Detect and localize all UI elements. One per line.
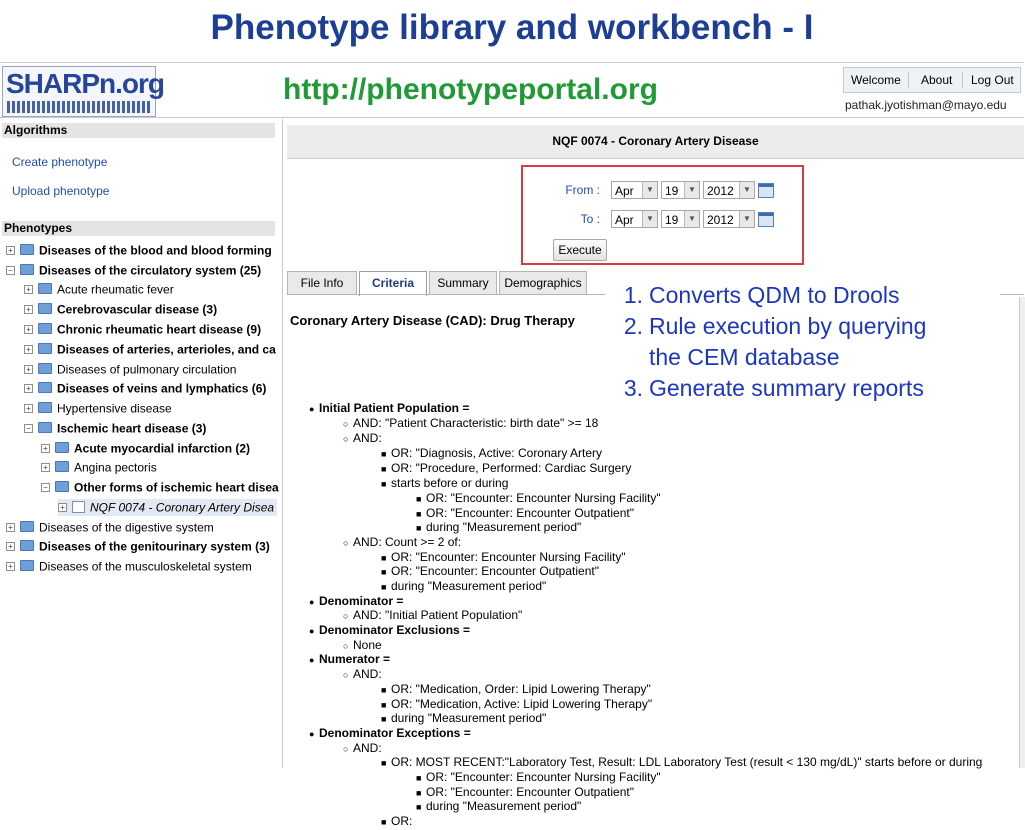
tree-item-pulmonary[interactable] [24, 361, 236, 378]
tab-criteria[interactable]: Criteria [359, 271, 427, 296]
calendar-icon[interactable] [758, 183, 774, 198]
criteria-line: ■ OR: "Encounter: Encounter Nursing Facility" [416, 770, 661, 784]
tree-label: Other forms of ischemic heart disea [74, 480, 279, 495]
logo-graphic [7, 101, 151, 113]
criteria-line: ○ AND: [343, 667, 382, 681]
callout-item: the CEM database [649, 344, 840, 370]
folder-open-icon [20, 264, 34, 275]
tab-file-info[interactable]: File Info [287, 271, 357, 294]
document-icon [72, 501, 85, 513]
tree-item-acute-mi[interactable] [41, 440, 250, 457]
expand-icon[interactable]: + [24, 325, 33, 334]
tree-label: Acute myocardial infarction (2) [74, 441, 251, 456]
folder-icon [38, 283, 52, 294]
date-range-panel [521, 165, 804, 265]
criteria-line: ● Initial Patient Population = [309, 401, 470, 415]
to-year-select[interactable] [703, 210, 755, 228]
nav-divider [908, 72, 909, 88]
tree-item-angina[interactable] [41, 459, 157, 476]
criteria-title: Coronary Artery Disease (CAD): Drug Therapy [290, 313, 575, 328]
tab-summary[interactable]: Summary [429, 271, 497, 294]
callout-item: 1. Converts QDM to Drools [623, 282, 900, 308]
tree-label: Diseases of arteries, arterioles, and ca [57, 342, 276, 357]
criteria-line: ■ OR: MOST RECENT:"Laboratory Test, Result: LDL Laboratory Test (result < 130 mg/dL)" starts before or during [381, 755, 983, 769]
to-day-select[interactable] [661, 210, 700, 228]
collapse-icon[interactable]: − [24, 424, 33, 433]
from-year-select[interactable] [703, 181, 755, 199]
tree-label: Ischemic heart disease (3) [57, 421, 207, 436]
scrollbar[interactable] [1019, 297, 1025, 768]
tree-label: Diseases of veins and lymphatics (6) [57, 381, 267, 396]
folder-icon [55, 442, 69, 453]
collapse-icon[interactable]: − [41, 483, 50, 492]
tree-item-blood[interactable] [6, 242, 272, 259]
app-window [0, 62, 1024, 828]
criteria-line: ■ OR: "Procedure, Performed: Cardiac Surgery [381, 461, 632, 475]
tree-item-chronic-rheumatic[interactable] [24, 321, 261, 338]
folder-icon [38, 343, 52, 354]
select-value: Apr [615, 184, 634, 198]
user-nav [843, 67, 1021, 93]
folder-icon [38, 402, 52, 413]
feature-callout [605, 280, 1000, 406]
sharpn-logo[interactable] [2, 66, 164, 117]
select-value: 2012 [707, 184, 734, 198]
user-email: pathak.jyotishman@mayo.edu [845, 98, 1007, 112]
select-value: 19 [665, 184, 679, 198]
folder-icon [55, 461, 69, 472]
chevron-down-icon: ▼ [642, 211, 657, 227]
tree-item-cerebrovascular[interactable] [24, 301, 217, 318]
folder-icon [38, 303, 52, 314]
expand-icon[interactable]: + [6, 542, 15, 551]
expand-icon[interactable]: + [24, 365, 33, 374]
criteria-line: ■ OR: "Encounter: Encounter Outpatient" [416, 785, 634, 799]
expand-icon[interactable]: + [24, 285, 33, 294]
criteria-line: ■ OR: "Medication, Active: Lipid Lowering Therapy" [381, 697, 653, 711]
tree-item-arteries[interactable] [24, 341, 276, 358]
criteria-line: ○ AND: [343, 431, 382, 445]
select-value: 2012 [707, 213, 734, 227]
to-month-select[interactable] [611, 210, 658, 228]
tab-demographics[interactable]: Demographics [499, 271, 587, 294]
about-link[interactable]: About [921, 73, 953, 87]
chevron-down-icon: ▼ [739, 211, 754, 227]
logo-text: SHARPn.org [6, 68, 164, 99]
criteria-line: ○ AND: "Initial Patient Population" [343, 608, 523, 622]
criteria-line: ● Denominator Exceptions = [309, 726, 471, 740]
tree-label: Diseases of pulmonary circulation [57, 362, 237, 377]
expand-icon[interactable]: + [24, 345, 33, 354]
criteria-line: ○ AND: "Patient Characteristic: birth date" >= 18 [343, 416, 599, 430]
welcome-link[interactable]: Welcome [851, 73, 901, 87]
tree-label: Diseases of the genitourinary system (3) [39, 539, 270, 554]
folder-open-icon [38, 422, 52, 433]
criteria-line: ■ during "Measurement period" [381, 579, 547, 593]
tree-item-other-ischemic[interactable] [41, 479, 279, 496]
execute-button[interactable]: Execute [553, 239, 607, 261]
select-value: Apr [615, 213, 634, 227]
main-content [287, 119, 1024, 828]
folder-icon [20, 244, 34, 255]
tree-item-acute-rheumatic[interactable] [24, 281, 174, 298]
folder-open-icon [55, 481, 69, 492]
logout-link[interactable]: Log Out [971, 73, 1014, 87]
from-day-select[interactable] [661, 181, 700, 199]
criteria-line: ■ OR: "Encounter: Encounter Nursing Facility" [381, 550, 626, 564]
tree-item-hypertensive[interactable] [24, 400, 172, 417]
tree-label: NQF 0074 - Coronary Artery Disea [90, 500, 275, 515]
criteria-line: ■ starts before or during [381, 476, 509, 490]
tree-label: Diseases of the musculoskeletal system [39, 559, 252, 574]
tree-item-musculoskeletal[interactable] [6, 558, 252, 575]
folder-icon [20, 540, 34, 551]
folder-icon [20, 560, 34, 571]
tree-label: Diseases of the circulatory system (25) [39, 263, 262, 278]
criteria-line: ■ OR: "Encounter: Encounter Outpatient" [381, 564, 599, 578]
expand-icon[interactable]: + [41, 444, 50, 453]
upload-phenotype-link[interactable]: Upload phenotype [12, 184, 110, 198]
folder-icon [38, 363, 52, 374]
tree-item-genitourinary[interactable] [6, 538, 270, 555]
expand-icon[interactable]: + [24, 305, 33, 314]
tree-label: Angina pectoris [74, 460, 157, 475]
tree-label: Diseases of the digestive system [39, 520, 214, 535]
sidebar [0, 119, 283, 768]
criteria-line: ● Numerator = [309, 652, 391, 666]
app-header [0, 62, 1024, 118]
slide-title: Phenotype library and workbench - I [210, 8, 814, 47]
report-title: NQF 0074 - Coronary Artery Disease [287, 125, 1024, 159]
criteria-line: ○ AND: [343, 741, 382, 755]
expand-icon[interactable]: + [41, 463, 50, 472]
callout-item: 2. Rule execution by querying [623, 313, 927, 339]
create-phenotype-link[interactable]: Create phenotype [12, 155, 108, 169]
tree-label: Hypertensive disease [57, 401, 172, 416]
criteria-line: ■ during "Measurement period" [381, 711, 547, 725]
expand-icon[interactable]: + [24, 384, 33, 393]
expand-icon[interactable]: + [24, 404, 33, 413]
to-label: To : [580, 212, 600, 226]
tree-label: Acute rheumatic fever [57, 282, 174, 297]
folder-icon [38, 323, 52, 334]
portal-url: http://phenotypeportal.org [283, 73, 658, 106]
collapse-icon[interactable]: − [6, 266, 15, 275]
expand-icon[interactable]: + [58, 503, 67, 512]
algorithms-header: Algorithms [2, 123, 275, 138]
calendar-icon[interactable] [758, 212, 774, 227]
from-month-select[interactable] [611, 181, 658, 199]
criteria-line: ■ OR: "Medication, Order: Lipid Lowering Therapy" [381, 682, 651, 696]
tree-item-ischemic[interactable] [24, 420, 206, 437]
select-value: 19 [665, 213, 679, 227]
criteria-line: ■ during "Measurement period" [416, 520, 582, 534]
from-label: From : [565, 183, 600, 197]
criteria-line: ■ during "Measurement period" [416, 799, 582, 813]
criteria-line: ● Denominator = [309, 594, 404, 608]
criteria-line: ■ OR: "Encounter: Encounter Outpatient" [416, 506, 634, 520]
tree-label: Cerebrovascular disease (3) [57, 302, 218, 317]
chevron-down-icon: ▼ [684, 182, 699, 198]
tree-label: Diseases of the blood and blood forming [39, 243, 272, 258]
criteria-line: ○ None [343, 638, 382, 652]
tree-item-digestive[interactable] [6, 519, 214, 536]
chevron-down-icon: ▼ [739, 182, 754, 198]
tree-item-veins[interactable] [24, 380, 266, 397]
expand-icon[interactable]: + [6, 246, 15, 255]
criteria-line: ■ OR: "Diagnosis, Active: Coronary Artery [381, 446, 603, 460]
criteria-line: ■ OR: "Encounter: Encounter Nursing Facility" [416, 491, 661, 505]
expand-icon[interactable]: + [6, 523, 15, 532]
tree-item-circulatory[interactable] [6, 262, 261, 279]
tree-item-nqf-0074[interactable] [58, 499, 277, 516]
folder-icon [38, 382, 52, 393]
chevron-down-icon: ▼ [642, 182, 657, 198]
chevron-down-icon: ▼ [684, 211, 699, 227]
tree-label: Chronic rheumatic heart disease (9) [57, 322, 262, 337]
criteria-line: ■ OR: [381, 814, 413, 828]
criteria-line: ○ AND: Count >= 2 of: [343, 535, 462, 549]
callout-item: 3. Generate summary reports [623, 375, 924, 401]
folder-icon [20, 521, 34, 532]
criteria-line: ● Denominator Exclusions = [309, 623, 471, 637]
phenotypes-header: Phenotypes [2, 221, 275, 236]
nav-divider [962, 72, 963, 88]
expand-icon[interactable]: + [6, 562, 15, 571]
